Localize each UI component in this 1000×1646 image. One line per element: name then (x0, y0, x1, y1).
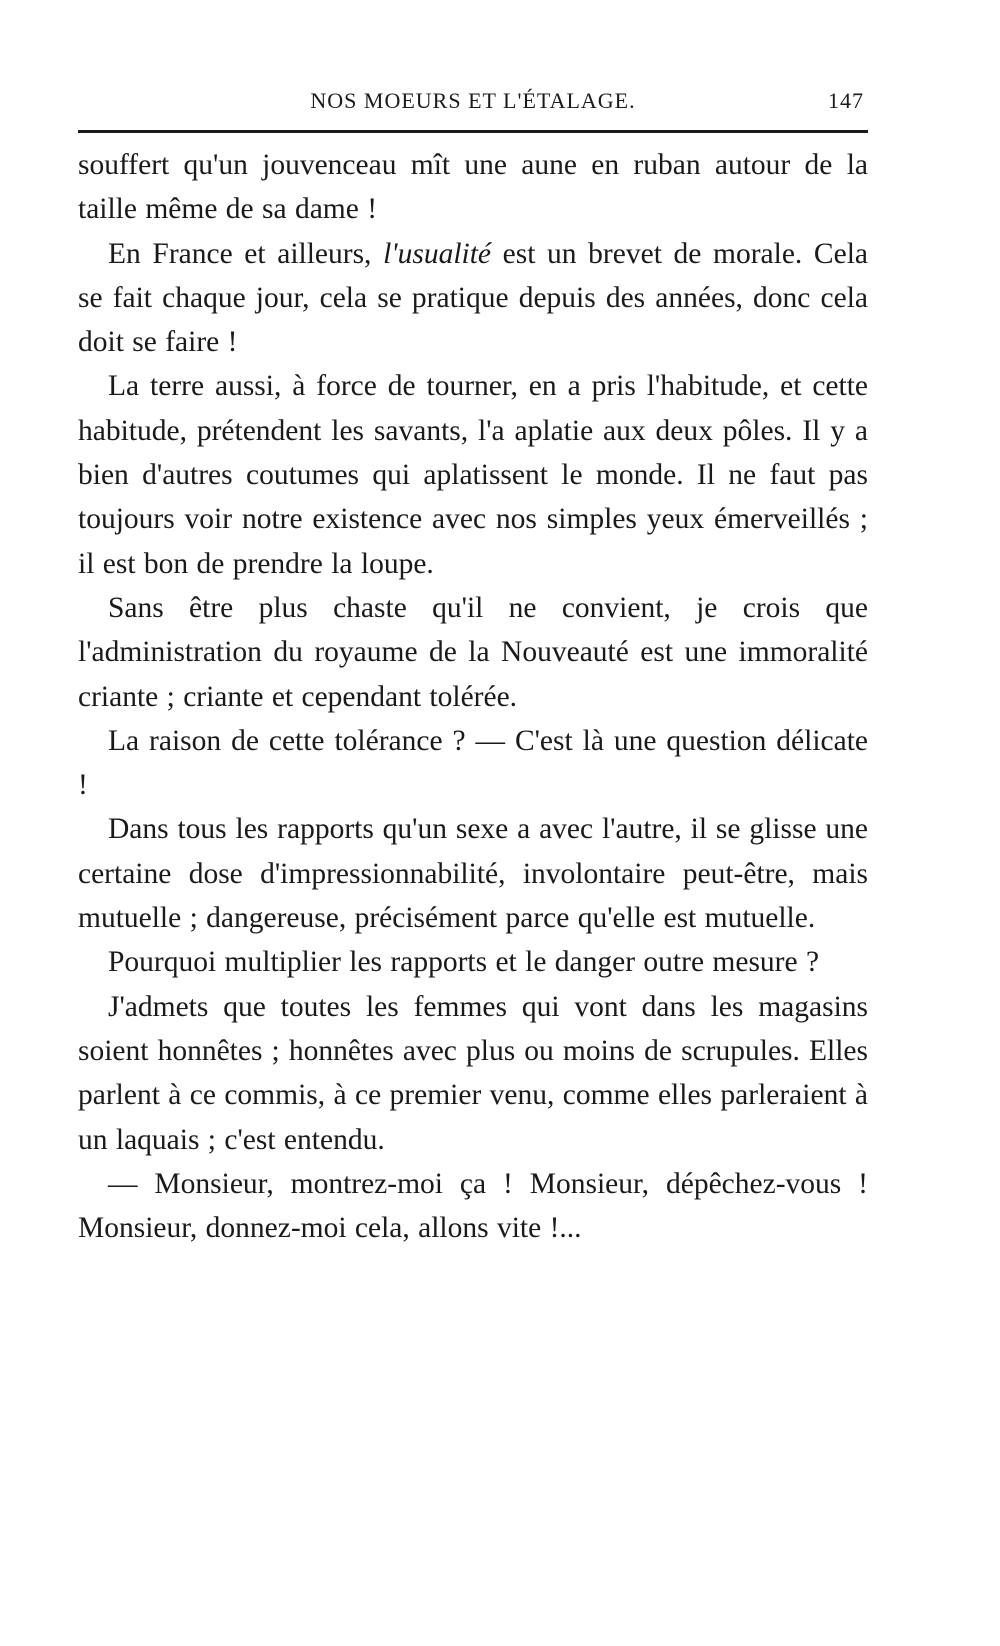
paragraph (78, 364, 868, 585)
header-rule (78, 130, 868, 133)
text-run: La terre aussi, à force de tourner, en a pris l'habitude, et cette habitude, prétendent les savants, l'a aplatie aux deux pôles. Il y a bien d'autres coutumes qui aplatissent le monde. Il ne faut pas toujours voir notre existence avec nos simples yeux émerveillés ; il est bon de prendre la loupe. (78, 370, 868, 580)
paragraph-continued (78, 143, 868, 232)
paragraph (78, 940, 868, 984)
body-text (78, 143, 868, 1250)
paragraph (78, 586, 868, 719)
text-run: Sans être plus chaste qu'il ne convient, je crois que l'administration du royaume de la Nouveauté est une immoralité criante ; criante et cependant tolérée. (78, 591, 868, 713)
paragraph (78, 719, 868, 808)
paragraph (78, 807, 868, 940)
text-run: est un brevet de morale. Cela se fait chaque jour, cela se pratique depuis des années, donc cela doit se faire ! (78, 237, 868, 359)
text-run: souffert qu'un jouvenceau mît une aune en ruban autour de la taille même de sa dame ! (78, 149, 868, 226)
text-run: — Monsieur, montrez-moi ça ! Monsieur, dépêchez-vous ! Monsieur, donnez-moi cela, allons vite !... (78, 1167, 868, 1245)
text-run: La raison de cette tolérance ? — C'est là une question délicate ! (78, 724, 868, 802)
paragraph (78, 985, 868, 1162)
text-run: Pourquoi multiplier les rapports et le danger outre mesure ? (108, 946, 820, 979)
book-page (78, 84, 868, 1250)
running-head (78, 84, 868, 124)
italic-term: l'usualité (383, 237, 491, 270)
paragraph (78, 1162, 868, 1251)
paragraph (78, 232, 868, 365)
running-title: NOS MOEURS ET L'ÉTALAGE. (310, 88, 636, 113)
page-number: 147 (828, 88, 864, 113)
text-run: En France et ailleurs, (108, 237, 384, 270)
text-run: J'admets que toutes les femmes qui vont dans les magasins soient honnêtes ; honnêtes avec plus ou moins de scrupules. Elles parlent à ce commis, à ce premier venu, comme elles parleraient à un laquais ; c'est entendu. (78, 990, 868, 1156)
text-run: Dans tous les rapports qu'un sexe a avec l'autre, il se glisse une certaine dose d'impressionnabilité, involontaire peut-être, mais mutuelle ; dangereuse, précisément parce qu'elle est mutuelle. (78, 813, 868, 935)
